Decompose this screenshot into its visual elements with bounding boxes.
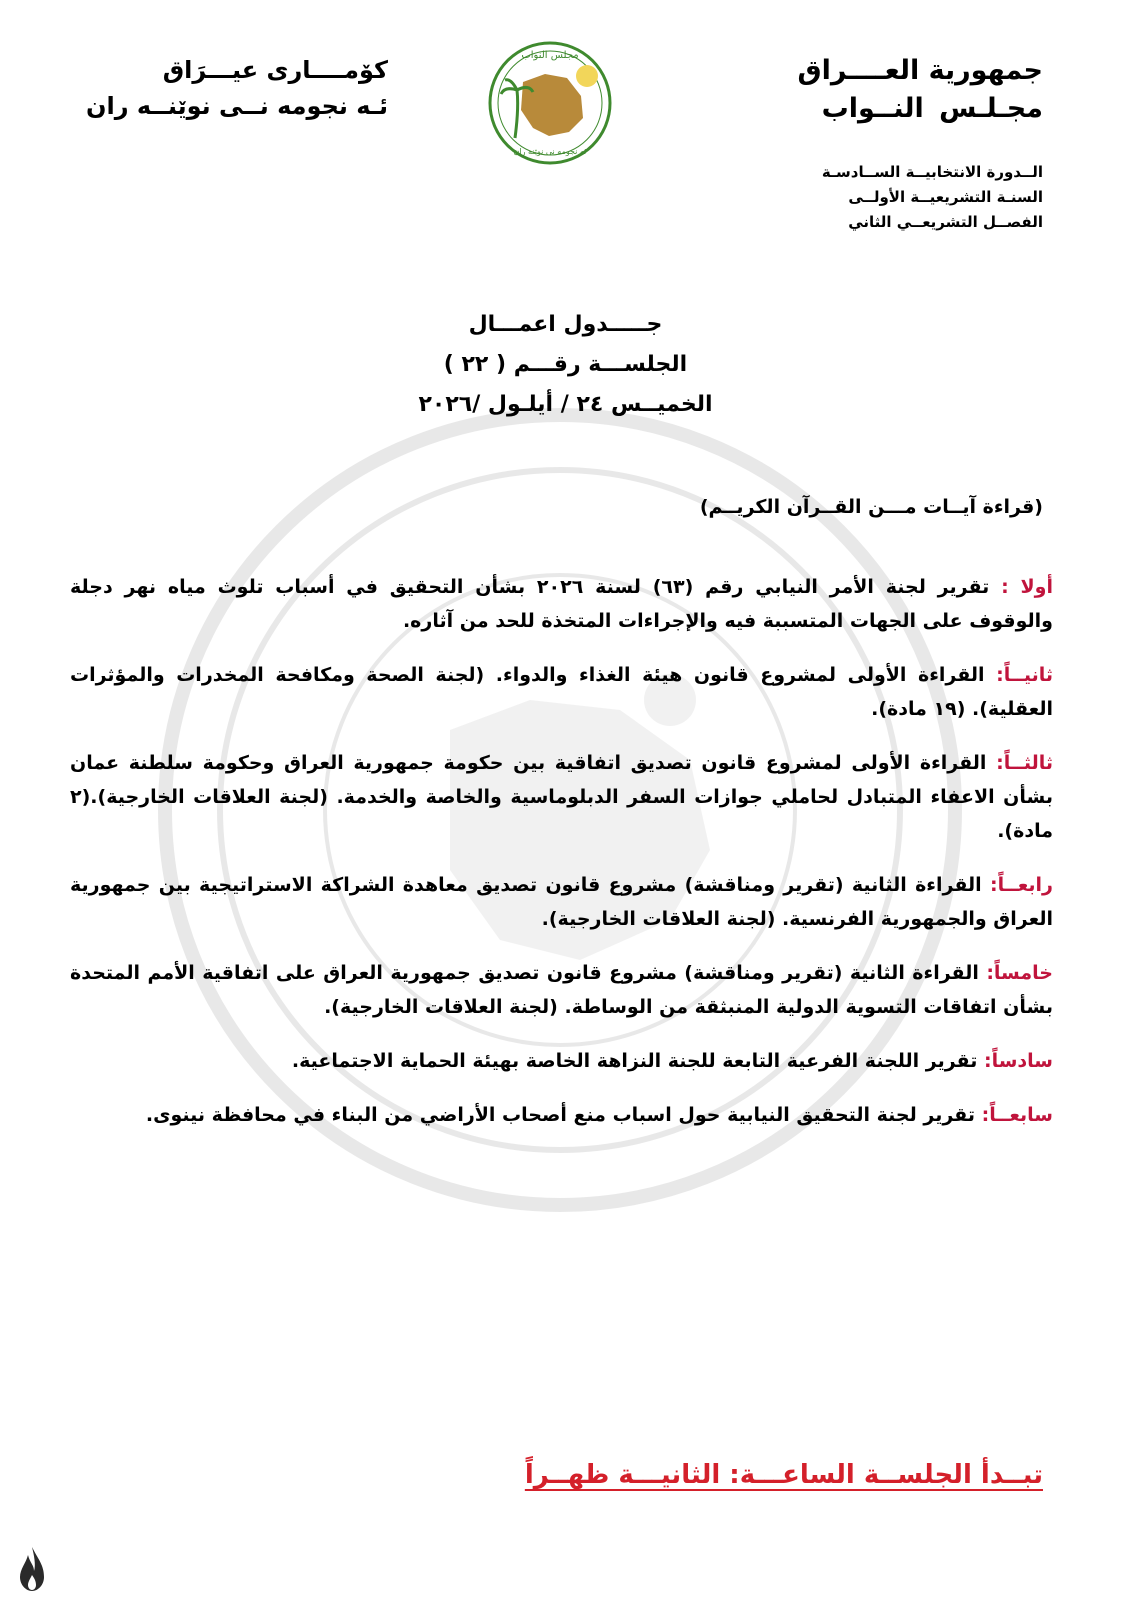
legislative-year: السنـة التشريعيــة الأولــى (848, 188, 1043, 206)
country-name-kurdish: كۆمــــارى عيـــرَاق (162, 56, 388, 84)
flame-corner-icon (14, 1545, 50, 1593)
header-right (743, 52, 1043, 235)
agenda-item (70, 658, 1053, 726)
agenda-item-label: ثالثــاً: (996, 752, 1053, 774)
session-date: الخميــس ٢٤ / أيلـول /٢٠٢٦ (418, 392, 713, 417)
agenda-item (70, 956, 1053, 1024)
agenda-item-label: ثانيــاً: (996, 664, 1053, 686)
agenda-item (70, 1098, 1053, 1132)
agenda-item-text: تقرير لجنة التحقيق النيابية حول اسباب منع أصحاب الأراضي من البناء في محافظة نينوى. (145, 1104, 975, 1126)
agenda-title: جـــــدول اعمـــال (468, 312, 663, 337)
agenda-item-label: خامساً: (986, 962, 1053, 984)
agenda-item-label: رابعــاً: (989, 874, 1053, 896)
agenda-item (70, 1044, 1053, 1078)
parliament-logo (475, 38, 625, 168)
agenda-items (70, 570, 1053, 1152)
agenda-item (70, 746, 1053, 848)
header-left (85, 52, 388, 124)
logo-bottom-text: ئه نجومه نى نوێنه ران (513, 147, 587, 156)
agenda-item-label: سابعــاً: (981, 1104, 1053, 1126)
agenda-item-text: القراءة الثانية (تقرير ومناقشة) مشروع قانون تصديق جمهورية العراق على اتفاقية الأمم المتحدة بشأن اتفاقات التسوية الدولية المنبثقة من الوساطة. (لجنة العلاقات الخارجية). (70, 962, 1053, 1018)
session-number: الجلســـة رقـــم ( ٢٢ ) (443, 352, 688, 377)
agenda-item-label: أولا : (1001, 576, 1053, 598)
legislative-term: الفصــل التشريعــي الثاني (848, 213, 1043, 231)
agenda-title-block (0, 305, 1131, 425)
electoral-cycle: الــدورة الانتخابيــة الســادسـة (821, 163, 1043, 181)
agenda-item-text: القراءة الأولى لمشروع قانون هيئة الغذاء والدواء. (لجنة الصحة ومكافحة المخدرات والمؤثرات العقلية). (١٩ مادة). (70, 664, 1053, 720)
agenda-item (70, 570, 1053, 638)
logo-top-text: مجلس النواب (521, 50, 579, 61)
country-name: جمهورية العــــراق (797, 55, 1043, 86)
council-name-kurdish: ئـه نجومه نــى نوێنــه ران (85, 92, 388, 120)
agenda-item-label: سادساً: (984, 1050, 1053, 1072)
agenda-item-text: تقرير لجنة الأمر النيابي رقم (٦٣) لسنة ٢٠٢٦ بشأن التحقيق في أسباب تلوث مياه نهر دجلة والوقوف على الجهات المتسببة فيه والإجراءات المتخذة للحد من آثاره. (70, 576, 1053, 632)
agenda-item-text: القراءة الأولى لمشروع قانون تصديق اتفاقية بين حكومة جمهورية العراق وحكومة سلطنة عمان بشأن الاعفاء المتبادل لحاملي جوازات السفر الدبلوماسية والخاصة والخدمة. (لجنة العلاقات الخارجية).(٢ مادة). (70, 752, 1053, 842)
agenda-item (70, 868, 1053, 936)
council-name: مجـلـس النــواب (821, 93, 1043, 124)
session-info (743, 160, 1043, 235)
opening-recitation: (قراءة آيــات مـــن القــرآن الكريــم) (699, 496, 1043, 518)
agenda-item-text: تقرير اللجنة الفرعية التابعة للجنة النزاهة الخاصة بهيئة الحماية الاجتماعية. (291, 1050, 978, 1072)
session-start-time: تبــدأ الجلســة الساعـــة: الثانيـــة ظهــراً (524, 1460, 1043, 1490)
agenda-item-text: القراءة الثانية (تقرير ومناقشة) مشروع قانون تصديق معاهدة الشراكة الاستراتيجية بين جمهورية العراق والجمهورية الفرنسية. (لجنة العلاقات الخارجية). (70, 874, 1053, 930)
